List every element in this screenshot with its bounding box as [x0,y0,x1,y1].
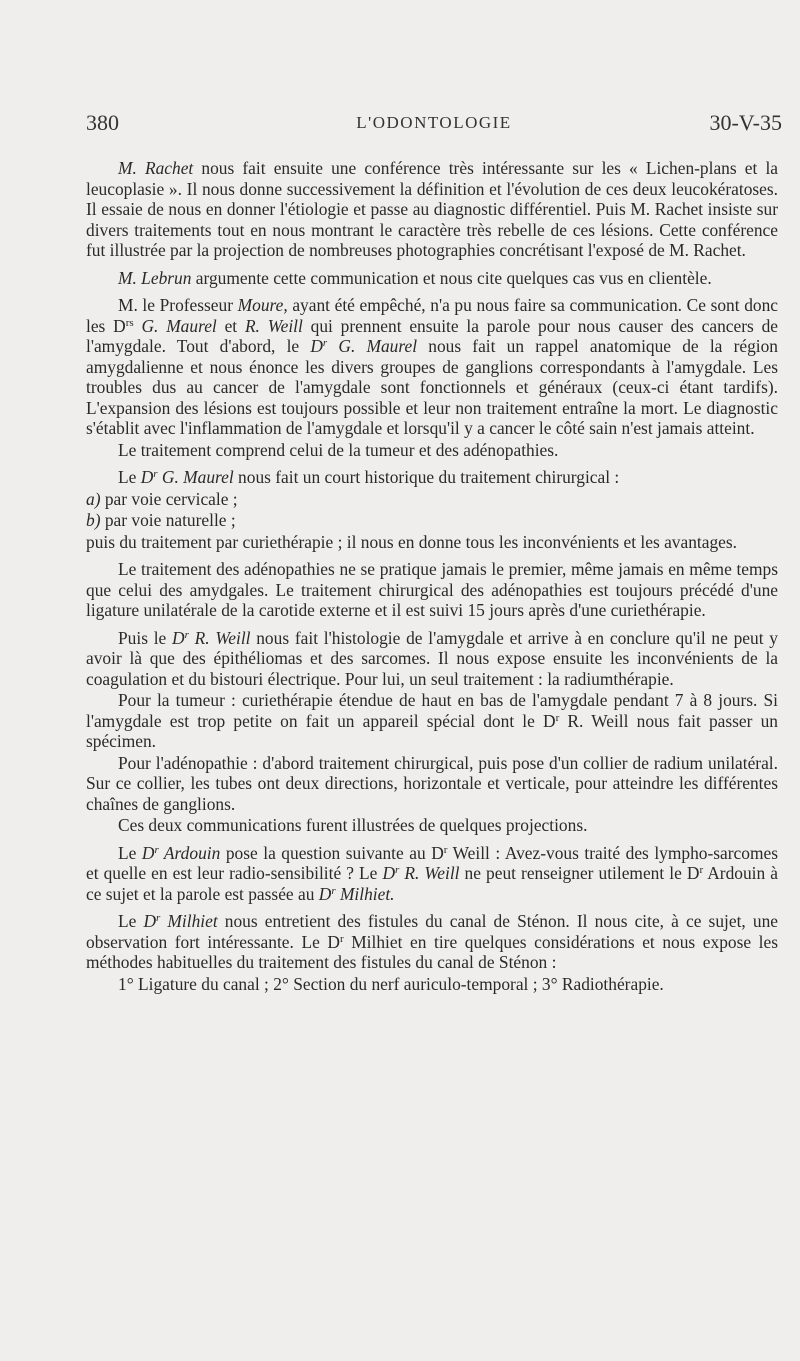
paragraph: puis du traitement par curiethérapie ; il nous en donne tous les inconvénients et les avantages. [86,531,737,552]
paragraph: Puis le $D^r$ R. Weill nous fait l'histologie de l'amygdale et arrive à en conclure qu'il ne peut y avoir là que des épithéliomas et des sarcomes. Il nous expose ensuite les inconvénients de la coagulation et du bistouri électrique. Pour lui, un seul traitement : la radiumthérapie. [86,627,778,689]
list-item: a) par voie cervicale ; [86,488,238,509]
paragraph: Ces deux communications furent illustrées de quelques projections. [118,815,588,835]
paragraph: M. Lebrun argumente cette communication et nous cite quelques cas vus en clientèle. [118,267,712,288]
paragraph: 1° Ligature du canal ; 2° Section du nerf auriculo-temporal ; 3° Radiothérapie. [118,973,664,994]
issue-date: 30-V-35 [709,110,782,135]
page-number: 380 [86,110,119,135]
paragraph: M. le Professeur Moure, ayant été empêché, n'a pu nous faire sa communication. Ce sont donc les $D^{rs}$ G. Maurel et R. Weill qui prennent ensuite la parole pour nous causer des cancers de l'amygdale. Tout d'abord, le $D^r$ G. Maurel nous fait un rappel anatomique de la région amygdalienne et nous énonce les divers groupes de ganglions correspondants à l'amygdale. Les troubles dus au cancer de l'amygdale sont fonctionnels et généraux (ceux-ci étant tardifs). L'expansion des lésions est toujours possible et leur non traitement entraîne la mort. Le diagnostic s'établit avec l'inflammation de l'amygdale et lorsqu'il y a cancer le côté sain n'est jamais atteint. [86,295,779,438]
paragraph: Pour l'adénopathie : d'abord traitement chirurgical, puis pose d'un collier de radium unilatéral. Sur ce collier, les tubes ont deux directions, horizontale et verticale, pour atteindre les différentes chaînes de ganglions. [86,752,778,814]
paragraph: Le $D^r$ Ardouin pose la question suivante au $D^r$ Weill : Avez-vous traité des lympho-sarcomes et quelle en est leur radio-sensibilité ? Le $D^r$ R. Weill ne peut renseigner utilement le $D^r$ Ardouin à ce sujet et la parole est passée au $D^r$ Milhiet. [86,842,778,904]
body-text [86,158,778,1001]
journal-title: L'ODONTOLOGIE [356,113,512,132]
paragraph: M. Rachet nous fait ensuite une conférence très intéressante sur les « Lichen-plans et la leucoplasie ». Il nous donne successivement la définition et l'évolution de ces deux leucokératoses. Il essaie de nous en donner l'étiologie et passe au diagnostic différentiel. Puis M. Rachet insiste sur divers traitements tout en nous montrant le caractère très rebelle de ces lésions. Cette conférence fut illustrée par la projection de nombreuses photographies concrétisant l'exposé de M. Rachet. [86,158,779,260]
list-item: b) par voie naturelle ; [86,510,236,530]
paragraph: Le traitement des adénopathies ne se pratique jamais le premier, même jamais en même temps que celui des amydgales. Le traitement chirurgical des adénopathies est toujours précédé d'une ligature unilatérale de la carotide externe et il est suivi 15 jours après d'une curiethérapie. [86,559,778,620]
paragraph: Le $D^r$ Milhiet nous entretient des fistules du canal de Sténon. Il nous cite, à ce sujet, une observation fort intéressante. Le $D^r$ Milhiet en tire quelques considérations et nous expose les méthodes habituelles du traitement des fistules du canal de Sténon : [86,911,778,972]
paragraph: Le $D^r$ G. Maurel nous fait un court historique du traitement chirurgical : [118,467,620,487]
paragraph: Le traitement comprend celui de la tumeur et des adénopathies. [118,439,559,460]
paragraph: Pour la tumeur : curiethérapie étendue de haut en bas de l'amygdale pendant 7 à 8 jours. Si l'amygdale est trop petite on fait un appareil spécial dont le $D^r$ R. Weill nous fait passer un spécimen. [86,690,778,751]
running-header [86,110,782,140]
